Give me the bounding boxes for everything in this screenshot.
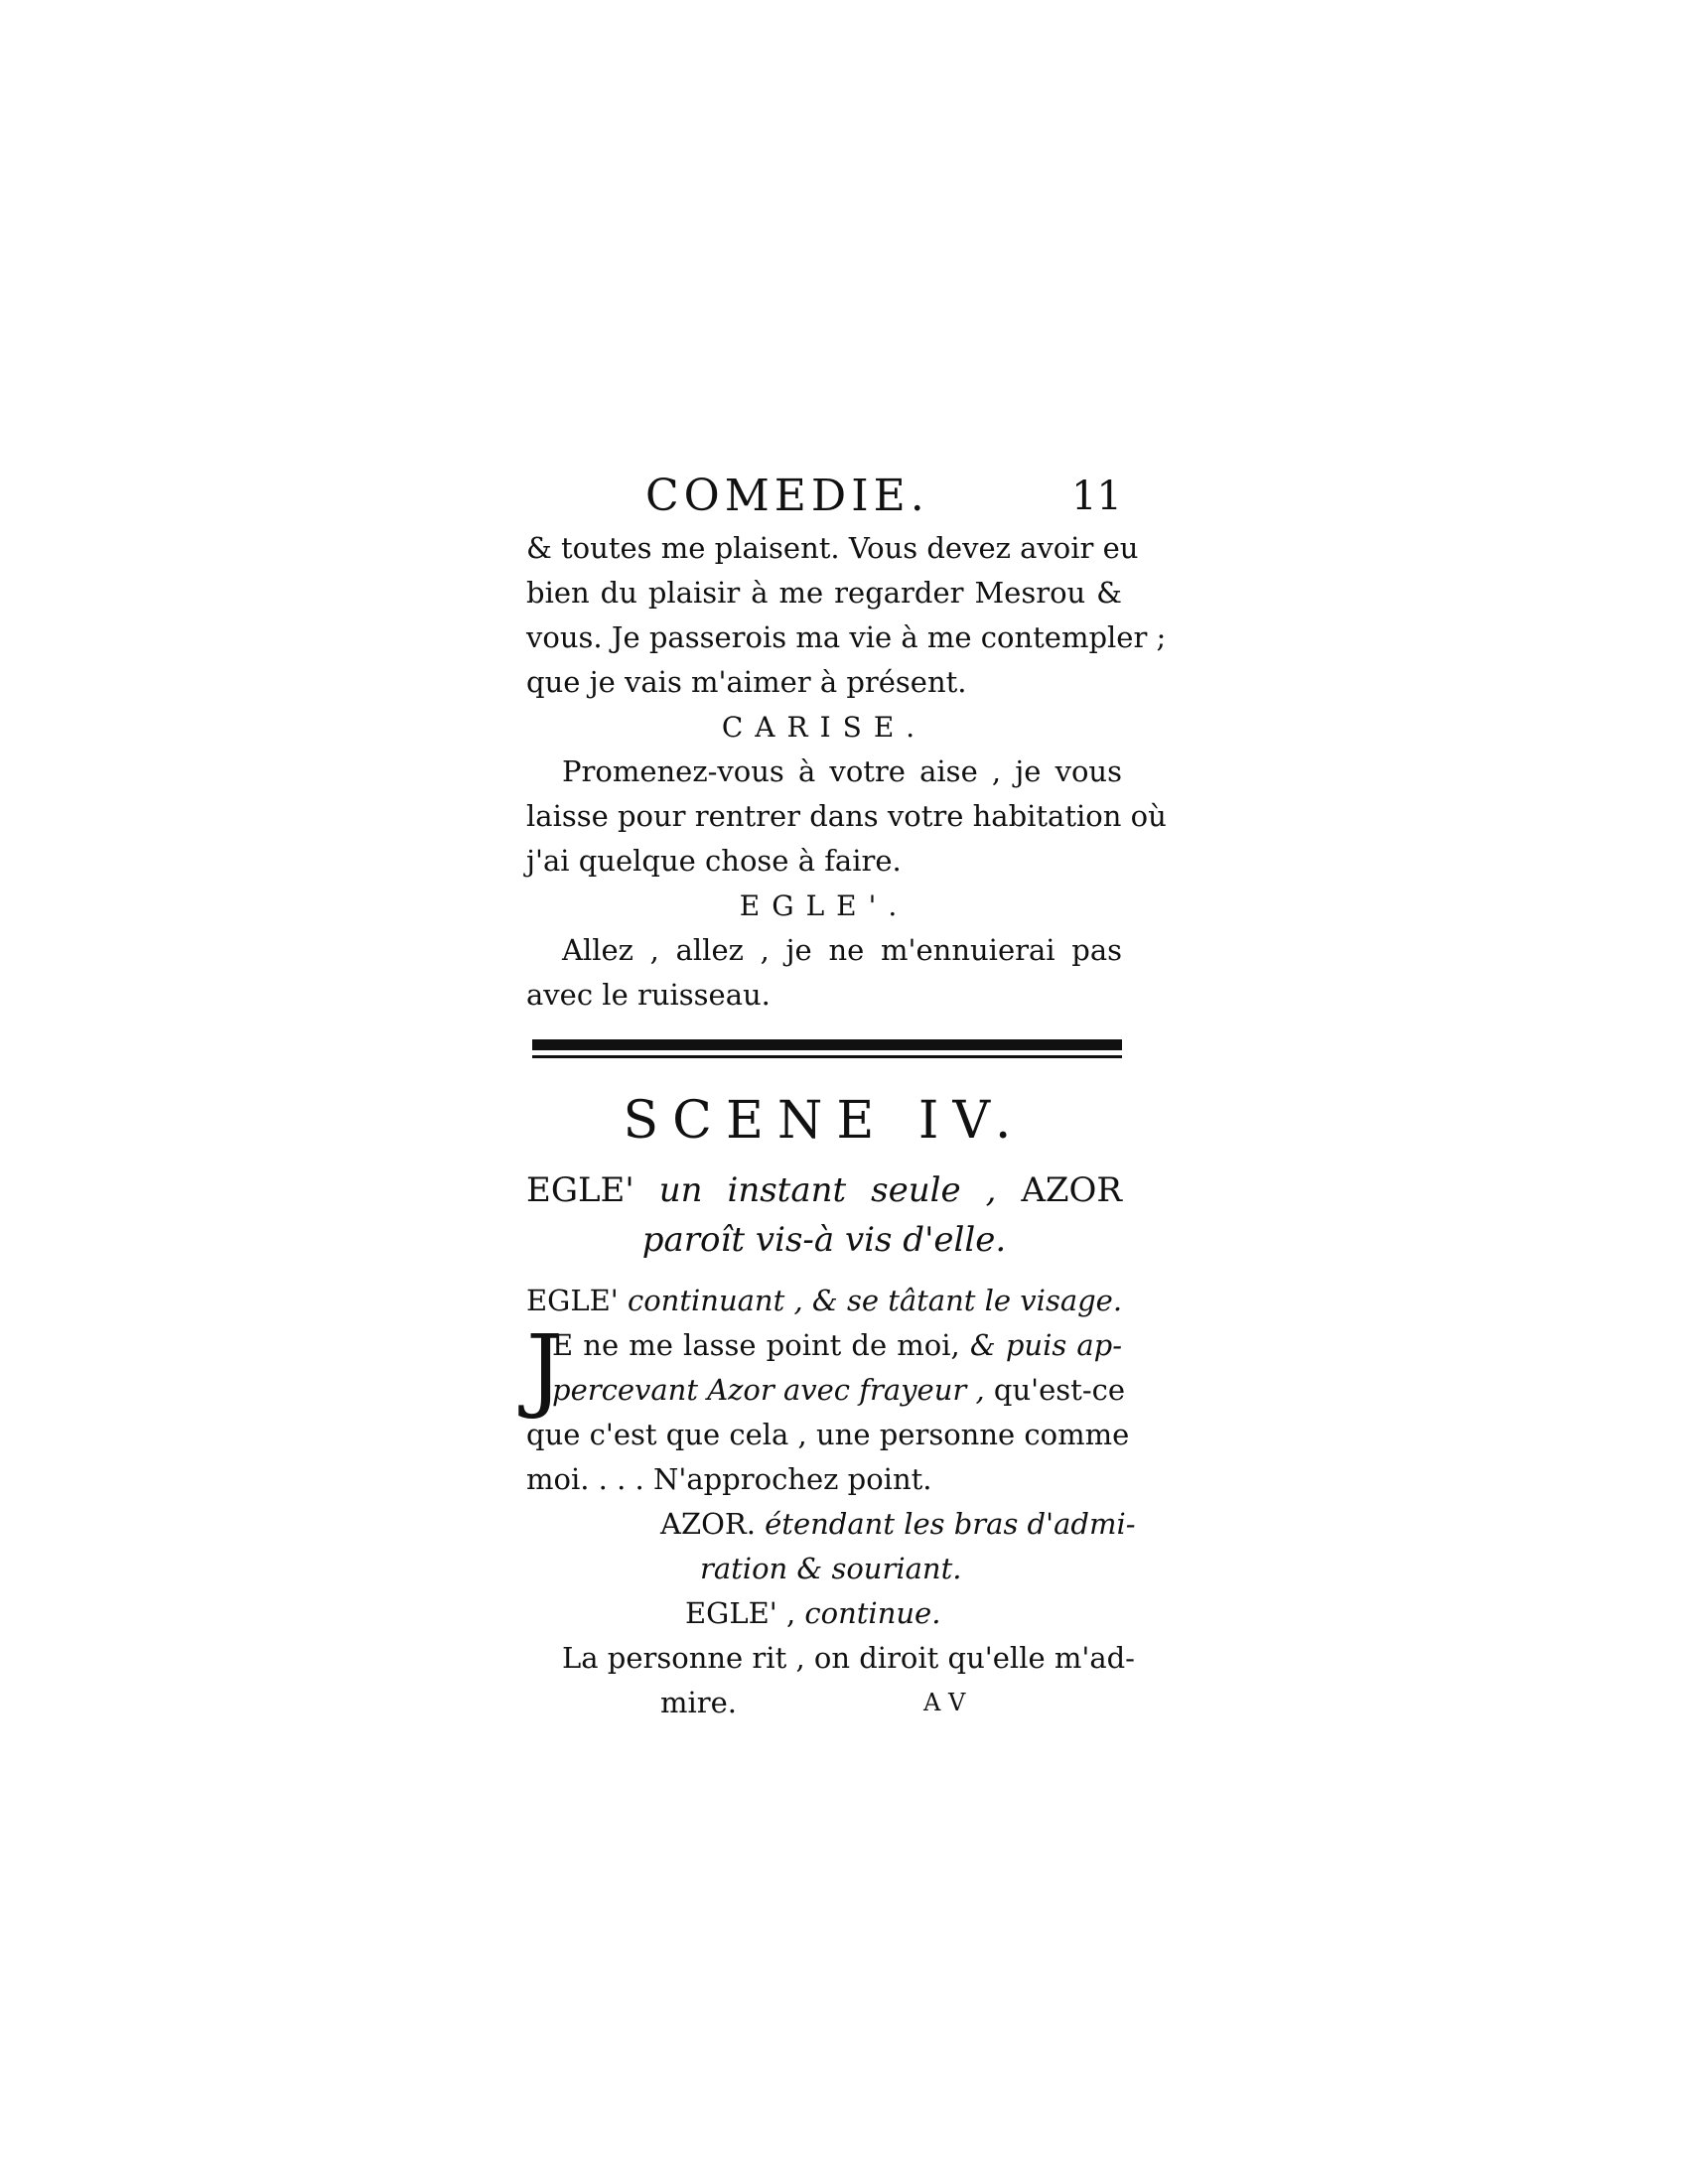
text-line: Promenez-vous à votre aise , je vous xyxy=(562,754,1122,788)
text-line: laisse pour rentrer dans votre habitation où xyxy=(526,799,1167,833)
speaker-egle: EGLE'. xyxy=(739,889,910,922)
character-name: EGLE' , xyxy=(685,1596,796,1630)
running-title: COMEDIE. xyxy=(645,471,929,521)
passage-carise xyxy=(526,750,1167,884)
scene-characters xyxy=(526,1165,1122,1265)
character-name: AZOR. xyxy=(660,1507,756,1541)
drop-cap: J xyxy=(526,1315,563,1422)
page-number: 11 xyxy=(1071,474,1122,519)
stage-direction: paroît vis-à vis d'elle. xyxy=(641,1220,1007,1260)
stage-direction: étendant les bras d'admi- xyxy=(765,1507,1136,1541)
text-span: E ne me lasse point de moi, xyxy=(552,1328,960,1362)
text-line: vous. Je passerois ma vie à me contempler ; xyxy=(526,620,1167,654)
stage-direction-azor xyxy=(526,1502,1136,1591)
page-footer xyxy=(526,1681,1122,1725)
scene-title: SCENE IV. xyxy=(623,1091,1026,1151)
scene-divider-rule xyxy=(532,1039,1122,1058)
stage-direction: continue. xyxy=(804,1596,941,1630)
stage-direction-egle xyxy=(526,1279,1122,1323)
passage-egle-1 xyxy=(526,526,1167,705)
rule-thick xyxy=(532,1039,1122,1050)
stage-direction-egle-2 xyxy=(526,1591,1122,1636)
book-page xyxy=(526,467,1167,1725)
text-line: bien du plaisir à me regarder Mesrou & xyxy=(526,576,1122,610)
text-line: moi. . . . N'approchez point. xyxy=(526,1462,932,1496)
stage-direction: continuant , & se tâtant le visage. xyxy=(627,1284,1123,1317)
stage-direction: ration & souriant. xyxy=(700,1552,962,1585)
speech-egle xyxy=(526,1315,1130,1502)
character-name: EGLE' xyxy=(526,1170,634,1210)
text-line: que c'est que cela , une personne comme xyxy=(526,1418,1130,1451)
text-line: que je vais m'aimer à présent. xyxy=(526,665,967,699)
rule-thin xyxy=(532,1055,1122,1058)
catchword: mire. xyxy=(660,1686,738,1719)
stage-direction: un instant seule , xyxy=(658,1170,997,1210)
text-span: qu'est-ce xyxy=(993,1373,1126,1407)
speaker-carise: CARISE. xyxy=(721,711,927,744)
text-line: avec le ruisseau. xyxy=(526,978,771,1012)
text-line: j'ai quelque chose à faire. xyxy=(526,844,902,878)
character-name: AZOR xyxy=(1021,1170,1122,1210)
text-line: La personne rit , on diroit qu'elle m'ad- xyxy=(562,1641,1135,1675)
text-line: Allez , allez , je ne m'ennuierai pas xyxy=(562,933,1122,967)
character-name: EGLE' xyxy=(526,1284,619,1317)
passage-egle-2 xyxy=(526,928,1122,1018)
stage-direction: & puis ap- xyxy=(969,1328,1123,1362)
signature-mark: A V xyxy=(923,1689,966,1716)
page-header xyxy=(526,467,1122,526)
text-line: & toutes me plaisent. Vous devez avoir eu xyxy=(526,531,1139,565)
stage-direction: percevant Azor avec frayeur , xyxy=(552,1373,985,1407)
